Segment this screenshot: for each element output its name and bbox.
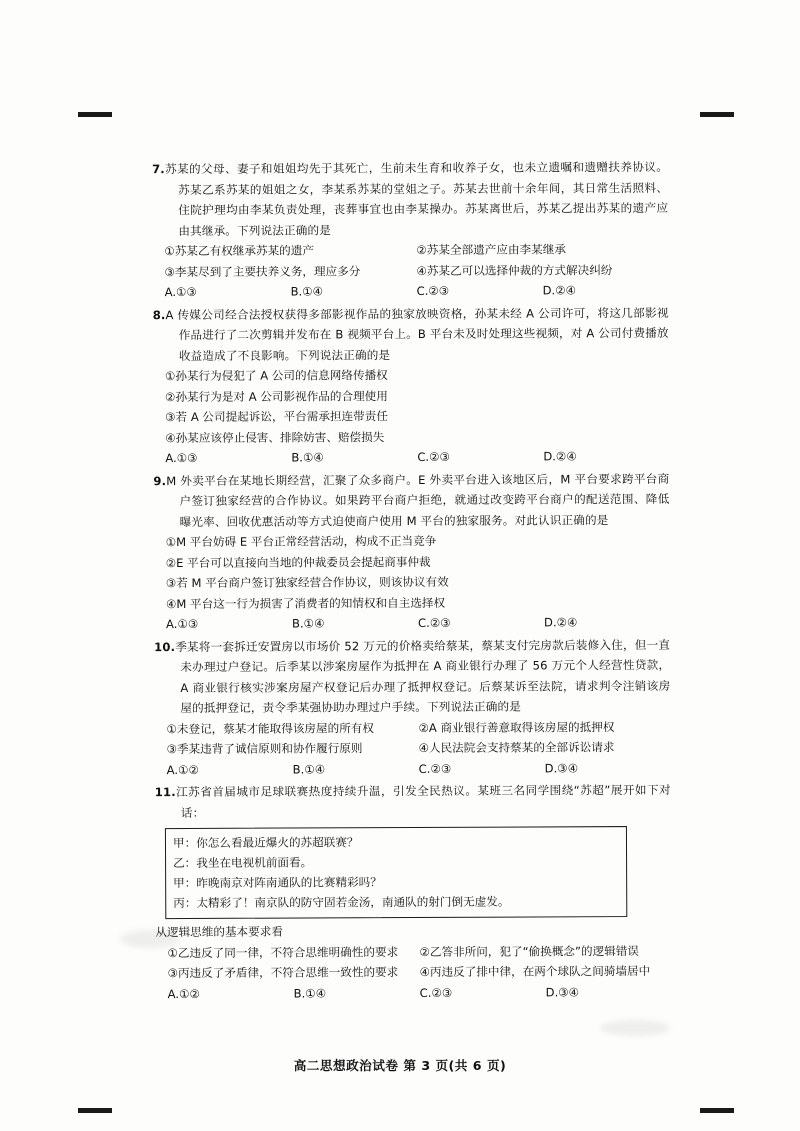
dialog-line-1: 甲：你怎么看最近爆火的苏超联赛？ (172, 835, 359, 851)
question-8 (153, 302, 670, 468)
question-10-text: 季某将一套拆迁安置房以市场价 52 万元的价格卖给蔡某，蔡某支付完房款后装修入住，但一直未办理过户登记。后季某以涉案房屋作为抵押在 A 商业银行办理了 56 万元个人经营性贷款，A 商业银行核实涉案房屋产权登记后办理了抵押权登记。后蔡某诉至法院，请求判令注销该房屋的抵押登记，责令季某强协助办理过户手续。下列说法正确的是 (175, 637, 671, 716)
question-11-option-3: ③丙违反了矛盾律，不符合思维一致性的要求 (167, 965, 399, 981)
dialog-line-4: 丙：太精彩了！南京队的防守固若金汤，南通队的射门倒无虚发。 (173, 894, 510, 911)
question-7-option-2: ②苏某全部遗产应由李某继承 (416, 242, 566, 257)
question-8-answer-d: D.②④ (543, 449, 577, 464)
question-7-answer-d: D.②④ (542, 283, 577, 298)
question-7-text: 苏某的父母、妻子和姐姐均先于其死亡，生前未生育和收养子女，也未立遗嘱和遗赠扶养协议。苏某乙系苏某的姐姐之女，李某系苏某的堂姐之子。苏某去世前十余年间，其日常生活照料、住院护理均由李某负责处理，丧葬事宜也由李某操办。苏某离世后，苏某乙提出苏某的遗产应由其继承。下列说法正确的是 (164, 159, 669, 238)
question-7-number: 7. (152, 162, 165, 177)
question-11-answers (156, 981, 672, 1004)
question-7-option-1: ①苏某乙有权继承苏某的遗产 (164, 243, 314, 259)
question-9-text: M 外卖平台在某地长期经营，汇聚了众多商户。E 外卖平台进入该地区后，M 平台要求跨平台商户签订独家经营的合作协议。如果跨平台商户拒绝，就通过改变跨平台商户的配送范围、降低曝光率、回收优惠活动等方式迫使商户使用 M 平台的独家服务。对此认识正确的是 (166, 471, 670, 529)
question-10 (154, 634, 671, 780)
question-7-options-2 (152, 259, 668, 282)
question-11-answer-d: D.③④ (545, 984, 580, 999)
question-8-answer-a: A.①③ (165, 450, 198, 466)
question-11-number: 11. (154, 785, 176, 800)
question-9-option-1: ①M 平台妨碍 E 平台正常经营活动，构成不正当竞争 (165, 533, 437, 550)
question-11-text: 江苏省首届城市足球联赛热度持续升温，引发全民热议。某班三名同学围绕“苏超”展开如下对话： (175, 782, 671, 820)
question-7-option-4: ④苏某乙可以选择仲裁的方式解决纠纷 (416, 262, 613, 278)
question-10-option-3: ③季某违背了诚信原则和协作履行原则 (166, 741, 363, 757)
question-10-answer-c: C.②③ (418, 761, 452, 776)
question-8-option-1: ①孙某行为侵犯了 A 公司的信息网络传播权 (164, 368, 388, 384)
question-8-option-3: ③若 A 公司提起诉讼，平台需承担连带责任 (165, 409, 388, 425)
question-11-sub-label: 从逻辑思维的基本要求看 (155, 924, 283, 940)
question-10-number: 10. (154, 639, 176, 654)
question-10-option-4: ④人民法院会支持蔡某的全部诉讼请求 (418, 740, 615, 755)
question-11-stem (155, 780, 671, 823)
question-8-number: 8. (152, 307, 166, 322)
question-7-option-3: ③李某尽到了主要扶养义务，理应多分 (164, 263, 361, 279)
question-list (152, 157, 672, 1006)
dialog-line-2: 乙：我坐在电视机前面看。 (173, 855, 313, 871)
question-8-answer-c: C.②③ (417, 449, 450, 464)
question-10-options-2 (155, 737, 671, 760)
question-9-option-4: ④M 平台这一行为损害了消费者的知情权和自主选择权 (165, 595, 446, 611)
question-10-answer-b: B.①④ (292, 761, 326, 777)
scan-mark-bottom-left (78, 1108, 112, 1113)
question-9-answers (154, 612, 670, 635)
question-7-options (152, 239, 668, 262)
question-8-text: A 传媒公司经合法授权获得多部影视作品的独家放映资格，孙某未经 A 公司许可，将这几部影视作品进行了二次剪辑并发布在 B 视频平台上。B 平台未及时处理这些视频，对 A 公司付费播放收益造成了不良影响。下列说法正确的是 (165, 305, 669, 363)
question-7-answer-a: A.①③ (164, 284, 197, 300)
scan-smudge (600, 1020, 670, 1036)
question-10-answers (155, 757, 671, 780)
question-11-answer-c: C.②③ (419, 985, 453, 1000)
question-8-answers (153, 446, 669, 469)
question-11 (155, 780, 672, 1004)
scan-mark-top-left (78, 112, 112, 117)
question-8-answer-b: B.①④ (291, 450, 324, 465)
question-10-answer-a: A.①② (166, 762, 199, 777)
question-7-answer-c: C.②③ (416, 283, 450, 298)
question-9-answer-c: C.②③ (417, 615, 451, 630)
question-9-stem (153, 468, 669, 532)
question-9-answer-d: D.②④ (543, 615, 578, 630)
question-7 (152, 157, 669, 303)
question-7-stem (152, 157, 668, 241)
question-9-number: 9. (153, 473, 167, 488)
question-8-option-4: ④孙某应该停止侵害、排除妨害、赔偿损失 (165, 429, 385, 445)
question-11-option-1: ①乙违反了同一律，不符合思维明确性的要求 (167, 944, 399, 960)
question-11-answer-b: B.①④ (293, 985, 327, 1001)
question-9-answer-a: A.①③ (166, 616, 199, 632)
scan-mark-top-right (700, 112, 734, 117)
question-8-option-2: ②孙某行为是对 A 公司影视作品的合理使用 (165, 388, 388, 404)
question-11-option-2: ②乙答非所问，犯了“偷换概念”的逻辑错误 (419, 943, 640, 959)
question-10-stem (154, 634, 670, 718)
scan-mark-bottom-right (700, 1108, 734, 1113)
dialog-line-3: 甲：昨晚南京对阵南通队的比赛精彩吗？ (173, 875, 382, 891)
question-10-options (154, 716, 670, 739)
page-footer: 高二思想政治试卷 第 3 页(共 6 页) (293, 1058, 507, 1073)
question-10-answer-d: D.③④ (544, 760, 579, 775)
question-7-answers (153, 280, 669, 303)
question-10-option-1: ①未登记，蔡某才能取得该房屋的所有权 (166, 720, 375, 736)
question-9 (153, 468, 670, 634)
question-10-option-2: ②A 商业银行善意取得该房屋的抵押权 (418, 719, 615, 735)
question-9-option-3: ③若 M 平台商户签订独家经营合作协议，则该协议有效 (165, 574, 449, 591)
dialog-box (165, 826, 627, 919)
question-9-option-2: ②E 平台可以直接向当地的仲裁委员会提起商事仲裁 (165, 554, 431, 570)
question-7-answer-b: B.①④ (290, 284, 324, 299)
question-11-options-2 (156, 961, 672, 984)
question-11-answer-a: A.①② (167, 986, 200, 1001)
question-8-stem (153, 302, 669, 366)
question-11-option-4: ④丙违反了排中律，在两个球队之间骑墙居中 (419, 963, 651, 979)
question-9-answer-b: B.①④ (291, 616, 325, 631)
question-11-options (155, 940, 671, 963)
